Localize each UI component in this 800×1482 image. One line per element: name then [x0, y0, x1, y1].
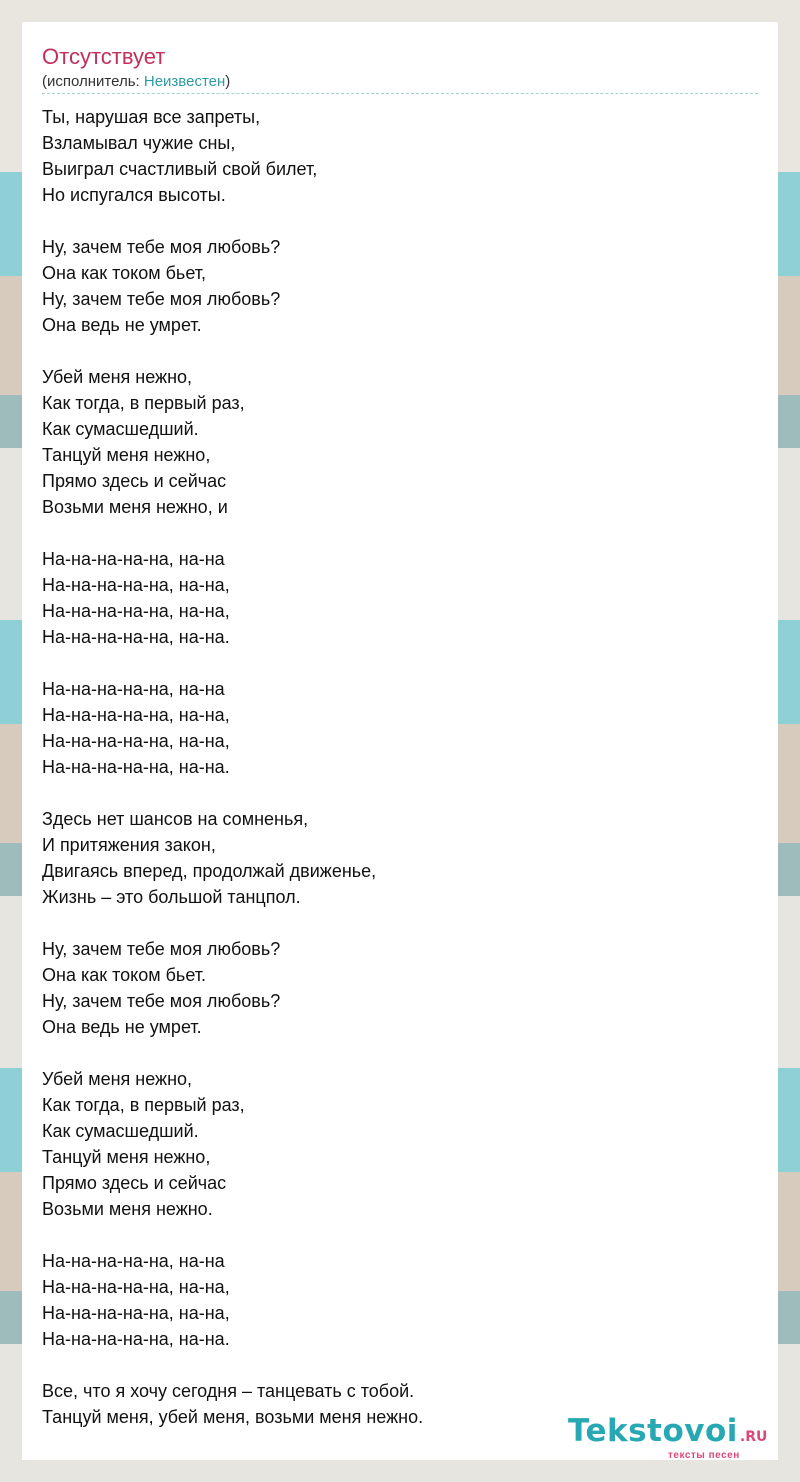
- header-divider: [42, 93, 758, 94]
- artist-prefix: (исполнитель:: [42, 73, 144, 90]
- artist-link[interactable]: Неизвестен: [143, 73, 226, 90]
- lyrics-card: [22, 22, 778, 1460]
- artist-suffix: ): [225, 73, 231, 90]
- logo-domain: .RU: [739, 1429, 768, 1445]
- song-title: Отсутствует: [42, 44, 166, 69]
- logo-tagline: тексты песен: [668, 1450, 740, 1461]
- lyrics-text: Ты, нарушая все запреты, Взламывал чужие сны, Выиграл счастливый свой билет, Но испугался высоты. Ну, зачем тебе моя любовь? Она как током бьет, Ну, зачем тебе моя любовь? Она ведь не умрет. Убей меня нежно, Как тогда, в первый раз, Как сумасшедший. Танцуй меня нежно, Прямо здесь и сейчас Возьми меня нежно, и На-на-на-на-на, на-на На-на-на-на-на, на-на, На-на-на-на-на, на-на, На-на-на-на-на, на-на. На-на-на-на-на, на-на На-на-на-на-на, на-на, На-на-на-на-на, на-на, На-на-на-на-на, на-на. Здесь нет шансов на сомненья, И притяжения закон, Двигаясь вперед, продолжай движенье, Жизнь – это большой танцпол. Ну, зачем тебе моя любовь? Она как током бьет. Ну, зачем тебе моя любовь? Она ведь не умрет. Убей меня нежно, Как тогда, в первый раз, Как сумасшедший. Танцуй меня нежно, Прямо здесь и сейчас Возьми меня нежно. На-на-на-на-на, на-на На-на-на-на-на, на-на, На-на-на-на-на, на-на, На-на-на-на-на, на-на. Все, что я хочу сегодня – танцевать с тобой. Танцуй меня, убей меня, возьми меня нежно.: [42, 107, 424, 1427]
- site-logo[interactable]: [568, 1413, 768, 1461]
- logo-wordmark: Tekstovoi: [568, 1413, 738, 1449]
- artist-line: [42, 73, 230, 91]
